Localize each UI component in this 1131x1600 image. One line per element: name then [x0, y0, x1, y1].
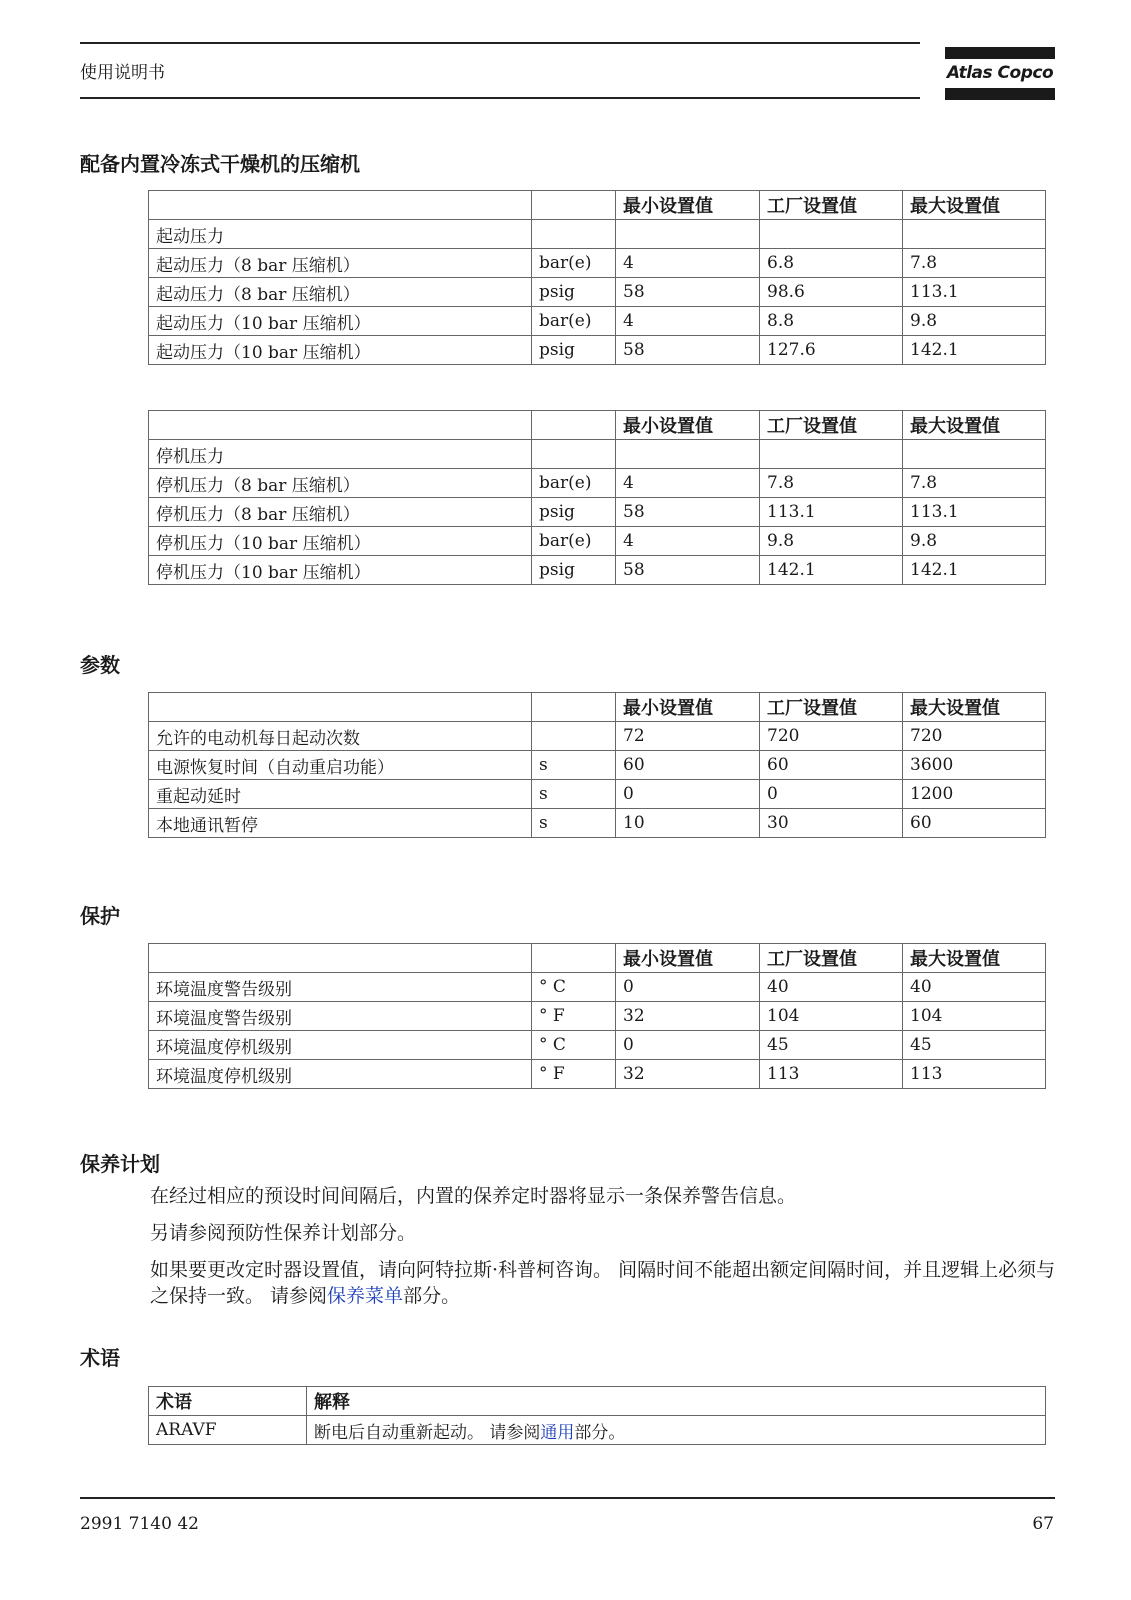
- table-cell: 停机压力（10 bar 压缩机）: [149, 527, 532, 556]
- table-row: [149, 751, 1046, 780]
- table-cell: ° C: [532, 1031, 616, 1060]
- table-row: [149, 469, 1046, 498]
- table-cell: bar(e): [532, 527, 616, 556]
- table-row: [149, 722, 1046, 751]
- explanation-text: 部分。: [574, 1422, 626, 1443]
- terminology-table: [148, 1386, 1046, 1445]
- table-cell: [903, 220, 1046, 249]
- table-row: [149, 556, 1046, 585]
- table-row: [149, 1031, 1046, 1060]
- header-cell: [149, 191, 532, 220]
- table-cell: 98.6: [760, 278, 903, 307]
- header-cell: 工厂设置值: [760, 693, 903, 722]
- header-cell: 最大设置值: [903, 693, 1046, 722]
- section-title-maintenance: 保养计划: [80, 1152, 160, 1176]
- header-cell: [149, 693, 532, 722]
- table-cell: 7.8: [903, 469, 1046, 498]
- stop-pressure-table: [148, 410, 1046, 585]
- table-row: [149, 1060, 1046, 1089]
- table-cell: 环境温度警告级别: [149, 1002, 532, 1031]
- maintenance-paragraph-1: 在经过相应的预设时间间隔后，内置的保养定时器将显示一条保养警告信息。: [150, 1185, 797, 1207]
- table-cell: 起动压力（8 bar 压缩机）: [149, 249, 532, 278]
- table-cell: 3600: [903, 751, 1046, 780]
- table-cell: [903, 440, 1046, 469]
- header-cell: 工厂设置值: [760, 191, 903, 220]
- logo-bar-bottom: [945, 88, 1055, 100]
- table-cell: 起动压力（8 bar 压缩机）: [149, 278, 532, 307]
- table-cell: 4: [616, 249, 760, 278]
- table-cell: [532, 722, 616, 751]
- table-cell: ° F: [532, 1060, 616, 1089]
- header-title: 使用说明书: [80, 63, 165, 83]
- table-cell: 1200: [903, 780, 1046, 809]
- paragraph-text: 部分。: [403, 1285, 461, 1307]
- general-link[interactable]: 通用: [540, 1422, 575, 1443]
- table-header-row: [149, 944, 1046, 973]
- header-cell: 最大设置值: [903, 191, 1046, 220]
- table-cell: 58: [616, 498, 760, 527]
- start-pressure-table: [148, 190, 1046, 365]
- table-cell: psig: [532, 556, 616, 585]
- table-cell: bar(e): [532, 249, 616, 278]
- section-title-dryer-compressor: 配备内置冷冻式干燥机的压缩机: [80, 152, 360, 176]
- table-cell: 4: [616, 469, 760, 498]
- table-row: [149, 440, 1046, 469]
- table-cell: 720: [760, 722, 903, 751]
- table-cell: 7.8: [903, 249, 1046, 278]
- table-cell: 8.8: [760, 307, 903, 336]
- explanation-cell: [307, 1416, 1046, 1445]
- table-cell: 60: [616, 751, 760, 780]
- table-cell: 电源恢复时间（自动重启功能）: [149, 751, 532, 780]
- header-cell: 最小设置值: [616, 191, 760, 220]
- table-cell: 起动压力: [149, 220, 532, 249]
- table-cell: 停机压力: [149, 440, 532, 469]
- footer-rule: [80, 1497, 1055, 1499]
- atlas-copco-logo: [945, 47, 1055, 100]
- logo-text: Atlas Copco: [946, 63, 1054, 83]
- table-row: [149, 809, 1046, 838]
- table-cell: [532, 440, 616, 469]
- header-cell: 术语: [149, 1387, 307, 1416]
- table-cell: 允许的电动机每日起动次数: [149, 722, 532, 751]
- header-cell: [532, 411, 616, 440]
- header-cell: [532, 191, 616, 220]
- table-row: [149, 278, 1046, 307]
- logo-bar-top: [945, 47, 1055, 59]
- term-cell: ARAVF: [149, 1416, 307, 1445]
- table-header-row: [149, 411, 1046, 440]
- table-cell: [616, 220, 760, 249]
- table-cell: 0: [616, 780, 760, 809]
- table-cell: 停机压力（8 bar 压缩机）: [149, 498, 532, 527]
- document-number: 2991 7140 42: [80, 1514, 199, 1534]
- table-cell: s: [532, 809, 616, 838]
- table-cell: 104: [903, 1002, 1046, 1031]
- table-cell: 60: [903, 809, 1046, 838]
- table-cell: 4: [616, 307, 760, 336]
- header-cell: [532, 693, 616, 722]
- table-cell: [760, 220, 903, 249]
- table-cell: 113.1: [903, 498, 1046, 527]
- table-cell: 113.1: [903, 278, 1046, 307]
- table-cell: 10: [616, 809, 760, 838]
- table-cell: s: [532, 780, 616, 809]
- table-cell: [760, 440, 903, 469]
- table-cell: 142.1: [760, 556, 903, 585]
- table-cell: ° C: [532, 973, 616, 1002]
- table-cell: 40: [903, 973, 1046, 1002]
- table-cell: 重起动延时: [149, 780, 532, 809]
- table-row: [149, 780, 1046, 809]
- table-cell: 9.8: [760, 527, 903, 556]
- table-cell: [532, 220, 616, 249]
- table-cell: 6.8: [760, 249, 903, 278]
- header-cell: 最小设置值: [616, 693, 760, 722]
- table-cell: 起动压力（10 bar 压缩机）: [149, 336, 532, 365]
- table-cell: ° F: [532, 1002, 616, 1031]
- maintenance-paragraph-2: 另请参阅预防性保养计划部分。: [150, 1222, 417, 1244]
- header-cell: 最大设置值: [903, 944, 1046, 973]
- table-cell: 142.1: [903, 336, 1046, 365]
- maintenance-paragraph-3: [150, 1257, 1060, 1309]
- table-cell: 72: [616, 722, 760, 751]
- table-cell: [616, 440, 760, 469]
- table-cell: 58: [616, 278, 760, 307]
- table-cell: 32: [616, 1060, 760, 1089]
- table-cell: 9.8: [903, 307, 1046, 336]
- protection-table: [148, 943, 1046, 1089]
- table-cell: 环境温度警告级别: [149, 973, 532, 1002]
- table-header-row: [149, 693, 1046, 722]
- paragraph-text: 如果要更改定时器设置值，请向阿特拉斯·科普柯咨询。 间隔时间不能超出额定间隔时间，并且逻辑上必须与之保持一致。 请参阅: [150, 1259, 1056, 1307]
- header-cell: 最小设置值: [616, 944, 760, 973]
- table-cell: 60: [760, 751, 903, 780]
- table-cell: bar(e): [532, 469, 616, 498]
- table-cell: 142.1: [903, 556, 1046, 585]
- table-header-row: [149, 1387, 1046, 1416]
- service-menu-link[interactable]: 保养菜单: [327, 1285, 404, 1307]
- header-cell: 解释: [307, 1387, 1046, 1416]
- section-title-parameters: 参数: [80, 653, 120, 677]
- table-row: [149, 249, 1046, 278]
- table-cell: 45: [903, 1031, 1046, 1060]
- table-row: [149, 1416, 1046, 1445]
- table-cell: 45: [760, 1031, 903, 1060]
- section-title-protection: 保护: [80, 904, 120, 928]
- table-cell: s: [532, 751, 616, 780]
- table-cell: 停机压力（10 bar 压缩机）: [149, 556, 532, 585]
- table-cell: 127.6: [760, 336, 903, 365]
- table-row: [149, 1002, 1046, 1031]
- table-cell: 环境温度停机级别: [149, 1031, 532, 1060]
- table-cell: 104: [760, 1002, 903, 1031]
- table-cell: psig: [532, 278, 616, 307]
- table-cell: 58: [616, 336, 760, 365]
- table-cell: 113: [760, 1060, 903, 1089]
- table-cell: 7.8: [760, 469, 903, 498]
- table-row: [149, 220, 1046, 249]
- explanation-text: 断电后自动重新起动。 请参阅: [314, 1422, 541, 1443]
- table-header-row: [149, 191, 1046, 220]
- header-cell: 工厂设置值: [760, 944, 903, 973]
- parameters-table: [148, 692, 1046, 838]
- table-cell: psig: [532, 336, 616, 365]
- table-row: [149, 498, 1046, 527]
- header-cell: [149, 944, 532, 973]
- table-row: [149, 973, 1046, 1002]
- table-cell: 0: [616, 1031, 760, 1060]
- header-cell: [532, 944, 616, 973]
- table-row: [149, 527, 1046, 556]
- header-top-rule: [80, 42, 920, 44]
- table-cell: bar(e): [532, 307, 616, 336]
- table-cell: 环境温度停机级别: [149, 1060, 532, 1089]
- table-row: [149, 307, 1046, 336]
- table-cell: 9.8: [903, 527, 1046, 556]
- header-cell: 最大设置值: [903, 411, 1046, 440]
- table-cell: 113: [903, 1060, 1046, 1089]
- header-bottom-rule: [80, 97, 920, 99]
- table-cell: 停机压力（8 bar 压缩机）: [149, 469, 532, 498]
- header-cell: [149, 411, 532, 440]
- header-cell: 最小设置值: [616, 411, 760, 440]
- table-cell: 本地通讯暂停: [149, 809, 532, 838]
- table-cell: 40: [760, 973, 903, 1002]
- table-cell: psig: [532, 498, 616, 527]
- table-cell: 0: [760, 780, 903, 809]
- table-cell: 起动压力（10 bar 压缩机）: [149, 307, 532, 336]
- header-cell: 工厂设置值: [760, 411, 903, 440]
- table-cell: 0: [616, 973, 760, 1002]
- page-number: 67: [1032, 1514, 1054, 1534]
- table-cell: 30: [760, 809, 903, 838]
- section-title-terminology: 术语: [80, 1346, 120, 1370]
- table-cell: 113.1: [760, 498, 903, 527]
- table-cell: 4: [616, 527, 760, 556]
- table-cell: 58: [616, 556, 760, 585]
- table-cell: 720: [903, 722, 1046, 751]
- table-cell: 32: [616, 1002, 760, 1031]
- table-row: [149, 336, 1046, 365]
